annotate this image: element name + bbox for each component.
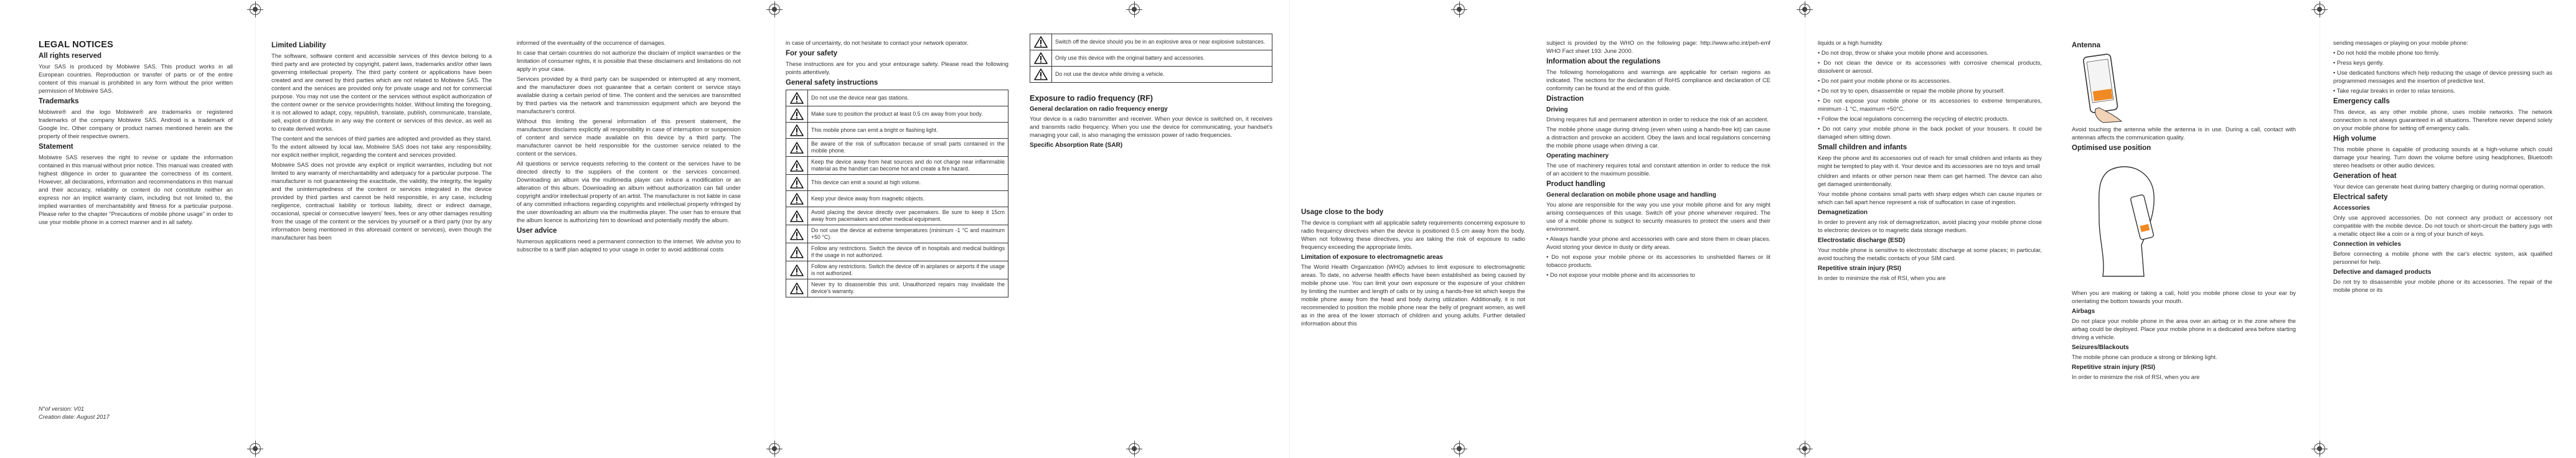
body-usage-column [1301,205,1525,329]
safety-icon-cell [786,261,808,279]
bullet-item: • Do not drop, throw or shake your mobile phone and accessories. [1818,49,1989,56]
registration-mark-icon [250,443,261,454]
safety-instructions-table [786,90,1008,297]
usage-close-body-heading: Usage close to the body [1301,208,1384,216]
safety-instruction-text: Be aware of the risk of suffocation because of small parts contained in the mobile phone. [808,139,1008,157]
safety-instruction-text: Do not use the device while driving a vehicle. [1052,67,1272,83]
warning-triangle-icon [1034,71,1048,77]
regulations-heading: Information about the regulations [1546,58,1661,65]
airbags-heading: Airbags [2072,308,2095,315]
safety-instruction-text: Only use this device with the original battery and accessories. [1052,50,1272,67]
safety-column [786,39,1008,297]
handling-declaration-heading: General declaration on mobile phone usage and handling [1546,192,1716,199]
safety-instruction-text: This device can emit a sound at high volume. [808,175,1008,191]
safety-icon-cell [786,106,808,123]
bullet-item: • Use dedicated functions which help reducing the usage of device pressing such as programmed messages and the insertion of predictive text. [2333,69,2552,84]
paragraph: Driving requires full and permanent attention in order to reduce the risk of an accident. [1546,116,1769,123]
warning-triangle-icon [790,266,804,273]
electrical-safety-heading: Electrical safety [2333,194,2388,201]
registration-mark-icon [769,4,780,15]
safety-icon-cell [786,279,808,297]
paragraph: The device is compliant with all applicable safety requirements concerning exposure to radio frequency directives when the device is positioned 0.5 cm away from the body. When not following these directives, you are taking the risk of exposure to radio frequency exceeding the appropriate limits. [1301,219,1525,250]
safety-icon-cell [786,90,808,106]
safety-row [786,191,1008,207]
defective-products-heading: Defective and damaged products [2333,269,2432,276]
liability-continued-column [517,39,741,255]
warning-triangle-icon [790,162,804,168]
warning-triangle-icon [790,212,804,218]
safety-row [786,123,1008,139]
paragraph: Do not place your mobile phone in the area over an airbag or in the zone where the airbag could be deployed. Place your mobile phone in a dedicated area before starting driving a vehicle. [2072,317,2296,340]
bullet-item: • Press keys gently. [2333,59,2384,66]
safety-row [1030,50,1272,67]
safety-row [1030,34,1272,50]
fold-line [1289,0,1290,458]
bullet-item: • Do not try to open, disassemble or repair the mobile phone by yourself. [1818,87,2005,94]
bullet-item: • Do not clean the device or its accessories with corrosive chemical products, dissolvent or aerosol. [1818,59,2042,74]
warning-triangle-icon [790,248,804,255]
rsi-heading: Repetitive strain injury (RSI) [2072,364,2155,371]
registration-mark-icon [1129,4,1140,15]
safety-row [786,207,1008,225]
paragraph: Mobiwire SAS does not provide any explicit or implicit warranties, including but not limited to any warranty of merchantability and adequacy for a particular purpose. The manufacturer is not guaranteeing the exactitude, the validity, the integrity, the legality and the uninterruptedness of the content or services integrated in the device provided by third parties and cannot be held responsible, in any case, including negligence, contractual liability or tortious liability, direct or indirect damage, occasional, special or consecutive lawyers' fees, fees or any other damages resulting from the usage of the content or the services by yourself or a third party (nor by any information being mentioned in this aforesaid content or services), even though the manufacturer has been [271,161,492,241]
bullet-item: • Do not expose your mobile phone and its accessories to [1546,271,1695,278]
safety-icon-cell [1030,67,1052,83]
trademarks-heading: Trademarks [39,98,79,105]
registration-mark-icon [1454,4,1465,15]
paragraph: The use of machinery requires total and constant attention in order to reduce the risk of an accident to the maximum possible. [1546,162,1770,177]
safety-instruction-text: Make sure to position the product at least 0.5 cm away from your body. [808,106,1008,123]
safety-instruction-text: Avoid placing the device directly over pacemakers. Be sure to keep it 15cm away from pacemakers and other medical equipment. [808,207,1008,225]
demagnetization-heading: Demagnetization [1818,209,1868,216]
limited-liability-column [271,39,492,243]
paragraph: Your device is a radio transmitter and receiver. When your device is switched on, it receives and transmits radio frequency. When you use the device for communicating, your handset's managing your call, is also managing the emission power of radio frequencies. [1030,115,1272,138]
vehicle-connection-heading: Connection in vehicles [2333,241,2401,248]
safety-row [786,261,1008,279]
paragraph: Your mobile phone is sensitive to electrostatic discharge at some places; in particular, avoid touching the metallic contacts of your SIM card. [1818,246,2042,261]
safety-icon-cell [1030,50,1052,67]
seizures-heading: Seizures/Blackouts [2072,344,2129,351]
safety-row [786,157,1008,175]
trademarks-text: Mobiwire® and the logo Mobiwire® are trademarks or registered trademarks of the company Mobiwire SAS. Android is a trademark of Google Inc. Other company or product names mentioned herein are the property of their respective owners. [39,108,233,139]
paragraph: The following homologations and warnings are applicable for certain regions as indicated. The sections for the declaration of RoHS compliance and declaration of CE conformity can be found at the end of this guide. [1546,68,1770,91]
distraction-heading: Distraction [1546,95,1584,103]
product-handling-heading: Product handling [1546,180,1605,188]
antenna-heading: Antenna [2072,42,2100,49]
fold-line [255,0,256,458]
safety-instruction-text: Never try to disassemble this unit. Unauthorized repairs may invalidate the device's warranty. [808,279,1008,297]
high-volume-heading: High volume [2333,135,2377,143]
safety-instruction-text: Do not use the device at extreme temperatures (minimum -1 °C and maximum +50 °C). [808,225,1008,243]
paragraph: You alone are responsible for the way you use your mobile phone and for any might arising consequences of this usage. Switch off your phone whenever required. The use of a mobile phone is subject to security measures to protect the users and their environment. [1546,201,1770,232]
warning-triangle-icon [790,179,804,185]
bullet-item: • Do not expose your mobile phone or its accessories to unshielded flames or lit tobacco products. [1546,253,1770,268]
safety-instruction-text: Keep the device away from heat sources and do not charge near inflammable material as the handset can become hot and create a fire hazard. [808,157,1008,175]
paragraph: sending messages or playing on your mobile phone: [2333,39,2468,46]
bullet-item: • Always handle your phone and accessories with care and store them in clean places. Avoid storing your device in dusty or dirty areas. [1546,235,1770,250]
safety-icon-cell [786,207,808,225]
bullet-item: • Do not carry your mobile phone in the back pocket of your trousers. It could be damaged when sitting down. [1818,125,2042,140]
for-your-safety-heading: For your safety [786,50,838,57]
paragraph: Your device can generate heat during battery charging or during normal operation. [2333,183,2545,190]
paragraph: children and infants or other person near them can get harmed. The device can also get damaged unintentionally. [1818,172,2042,187]
paragraph: Only use approved accessories. Do not connect any product or accessory not compatible with the mobile device. Do not touch or short-circuit the battery jugs with a metallic object like a coin or a ring of your bunch of keys. [2333,214,2552,237]
paragraph: Keep the phone and its accessories out of reach for small children and infants as they might be tempted to play with it. Your device and its accessories are no toys and small [1818,154,2042,169]
phone-ear-illustration [2084,158,2165,283]
fold-line [774,0,775,458]
safety-row [786,243,1008,261]
paragraph: Without this limiting the general information of this present statement, the manufacturer disclaims explicitly all responsibility in case of interruption or suspension of content and service made available on this device by a third party. The manufacturer cannot be held responsible for the customer service related to the content or the services. [517,118,741,157]
limitation-exposure-heading: Limitation of exposure to electromagnetic areas [1301,254,1443,261]
paragraph: This device, as any other mobile phone, uses mobile networks. The network connection is not always guaranteed in all situations. Therefore never depend solely on your mobile phone for setting off emergency calls. [2333,108,2552,131]
safety-row [786,225,1008,243]
version-number: N°of version: V01 [39,405,85,412]
safety-icon-cell [1030,34,1052,50]
safety-instruction-text: Follow any restrictions. Switch the device off in hospitals and medical buildings if the usage in not authorized. [808,243,1008,261]
warning-triangle-icon [790,127,804,133]
paragraph: in case of uncertainty, do not hesitate to contact your network operator. [786,39,969,46]
registration-mark-icon [1799,4,1810,15]
position-figure-area [2072,154,2296,289]
version-info [39,404,233,421]
paragraph: The software, software content and accessible services of this device belong to a third party and are protected by copyright, patent laws, trademarks and/or other laws governing intellectual property. The third party content or applications have been created and are owned by third parties which are not related to Mobiwire SAS. The content and the services are provided only for private usage and not for commercial purpose. You may not use the content or the services without explicit authorization of the content owner or the service provider/rights holder. Without limiting the foregoing, it is not allowed to adapt, copy, republish, translate, publish, communicate, translate, sell, exploit or distribute in any way the content or services of this device, as well as to create derived works. [271,52,492,132]
registration-mark-icon [1799,443,1810,454]
children-heading: Small children and infants [1818,144,1907,151]
rf-exposure-heading: Exposure to radio frequency (RF) [1030,94,1153,103]
statement-text: Mobiwire SAS reserves the right to revise or update the information contained in this manual without prior notice. This manual was created with highest diligence in order to guarantee the correctness of its content. However, all declarations, information and recommendations in this manual and their accuracy, reliability or content do not constitute neither an express nor an implicit warranty claim, including but not limited to, the implied warranties of merchantability and fitness for a particular purpose. Please refer to the chapter "Precautions of mobile phone usage" in order to use your mobile phone in a correct manner and in all safety. [39,154,233,225]
registration-mark-icon [2314,4,2325,15]
paragraph: Avoid touching the antenna while the antenna is in use. During a call, contact with antennas affects the communication quality. [2072,126,2296,141]
bullet-item: • Do not hold the mobile phone too firmly. [2333,49,2440,56]
paragraph: The mobile phone can produce a strong or blinking light. [2072,353,2217,360]
safety-row [786,106,1008,123]
heat-heading: Generation of heat [2333,172,2397,180]
safety-icon-cell [786,123,808,139]
rsi-heading: Repetitive strain injury (RSI) [1818,265,1901,272]
sar-heading: Specific Absorption Rate (SAR) [1030,142,1123,149]
paragraph: These instructions are for you and your entourage safety. Please read the following points attentively. [786,60,1008,75]
creation-date: Creation date: August 2017 [39,413,110,420]
optimised-position-heading: Optimised use position [2072,144,2151,152]
safety-instruction-text: Follow any restrictions. Switch the device off in airplanes or airports if the usage is not authorized. [808,261,1008,279]
accessories-heading: Accessories [2333,205,2370,212]
paragraph: In order to prevent any risk of demagnetization, avoid placing your mobile phone close to electronic devices or to magnetic data storage medium. [1818,218,2042,233]
safety-row [786,139,1008,157]
user-advice-heading: User advice [517,227,557,235]
esd-heading: Electrostatic discharge (ESD) [1818,237,1906,244]
paragraph: Services provided by a third party can be suspended or interrupted at any moment, and the manufacturer does not guarantee that a certain content or service stays available during a certain period of time. The content and the services are transmitted by third parties via the network and transmission equipment which are beyond the manufacturer's control. [517,75,741,115]
paragraph: The World Health Organization (WHO) advises to limit exposure to electromagnetic areas. To date, no adverse health effects have been established as being caused by mobile phone use. You can limit your own exposure or the exposure of your children by limiting the number and length of calls or by using a hands-free kit which keeps the mobile phone away from the head and body during utilization. Additionally, it is not recommended to position the mobile phone near the belly of pregnant women, as well as in the area of the lower stomach of children and young adults. Further detailed information about this [1301,263,1525,327]
safety-row [786,279,1008,297]
registration-mark-icon [1129,443,1140,454]
registration-mark-icon [2314,443,2325,454]
safety-instruction-text: Do not use the device near gas stations. [808,90,1008,106]
warning-triangle-icon [790,230,804,236]
paragraph: When you are making or taking a call, hold you mobile phone close to your ear by orientating the bottom towards your mouth. [2072,289,2296,304]
emergency-calls-heading: Emergency calls [2333,98,2390,105]
safety-icon-cell [786,191,808,207]
statement-heading: Statement [39,143,73,151]
bullet-item: • Do not expose your mobile phone or its accessories to extreme temperatures, minimum -1 °C, maximum +50°C. [1818,97,2042,112]
paragraph: In order to minimize the risk of RSI, when you are [2072,373,2200,380]
registration-mark-icon [769,443,780,454]
bullet-item: liquids or a high humidity. [1818,39,1884,46]
limited-liability-heading: Limited Liability [271,42,326,49]
driving-heading: Driving [1546,106,1568,113]
copyright-text: Your SAS is produced by Mobiwire SAS. This product works in all European countries. Reproduction or transfer of parts or of the entire content of this manual is prohibited in any form without the prior written permission of Mobiwire SAS. [39,63,233,94]
bullet-item: • Follow the local regulations concerning the recycling of electric products. [1818,115,2009,122]
paragraph: Before connecting a mobile phone with the car's electric system, ask qualified personnel for help. [2333,250,2552,265]
phone-antenna-illustration [2078,52,2128,124]
rf-declaration-heading: General declaration on radio frequency energy [1030,106,1168,113]
legal-notices-title: LEGAL NOTICES [39,40,113,50]
general-safety-heading: General safety instructions [786,79,878,86]
safety-instructions-table [1030,34,1272,83]
registration-mark-icon [1454,443,1465,454]
antenna-column [2072,39,2296,383]
warning-triangle-icon [790,95,804,101]
safety-icon-cell [786,139,808,157]
safety-instruction-text: This mobile phone can emit a bright or flashing light. [808,123,1008,139]
paragraph: Numerous applications need a permanent connection to the internet. We advise you to subscribe to a tariff plan adapted to your usage in order to avoid additional costs [517,238,741,253]
warning-triangle-icon [1034,39,1048,45]
regulations-column [1546,39,1770,281]
handling-continued-column [1818,39,2042,284]
warning-triangle-icon [790,284,804,291]
machinery-heading: Operating machinery [1546,152,1609,159]
warning-triangle-icon [1034,55,1048,61]
rf-exposure-column [1030,31,1272,151]
safety-row [1030,67,1272,83]
warning-triangle-icon [790,111,804,117]
paragraph: subject is provided by the WHO on the following page: http://www.who.int/peh-emf WHO Fact sheet 193: June 2000. [1546,39,1770,54]
paragraph: informed of the eventuality of the occurrence of damages. [517,39,666,46]
paragraph: In order to minimize the risk of RSI, when you are [1818,274,1946,281]
paragraph: Your mobile phone contains small parts with sharp edges which can cause injuries or which can fall apart hence represent a risk of suffocation in case of ingestion. [1818,190,2042,205]
safety-instruction-text: Switch off the device should you be in an explosive area or near explosive substances. [1052,34,1272,50]
safety-instruction-text: Keep your device away from magnetic objects. [808,191,1008,207]
bullet-item: • Take regular breaks in order to relax tensions. [2333,87,2455,94]
safety-row [786,90,1008,106]
legal-notices-column [39,37,233,228]
safety-row [786,175,1008,191]
paragraph: The mobile phone usage during driving (even when using a hands-free kit) can cause a distraction and provoke an accident. Obey the laws and local regulations concerning the mobile phone usage when driving a car. [1546,126,1770,149]
paragraph: This mobile phone is capable of producing sounds at a high-volume which could damage your hearing. Turn down the volume before using headphones, Bluetooth stereo headsets or other audio devices. [2333,146,2552,169]
paragraph: Do not try to disassemble your mobile phone or its accessories. The repair of the mobile phone or its [2333,278,2552,293]
paragraph: All questions or service requests referring to the content or the services have to be directed directly to the suppliers of the content or the services concerned. Downloading an album via the multimedia player can induce a modification or an alteration of this album. Downloading an album without authorization can fall under copyright and/or intellectual property of an artist. The manufacturer is not liable in case of any committed infractions regarding copyrights and intellectual property infringed by the user downloading an album via the multimedia player. The user has to ensure that the album licence is authorizing him to download and potentially modify the album. [517,160,741,223]
registration-mark-icon [250,4,261,15]
paragraph: The content and the services of third parties are adopted and provided as they stand. To the extent allowed by local law, Mobiwire SAS does not take any responsibility, nor explicit neither implicit, regarding the content and services provided. [271,135,492,158]
bullet-item: • Do not paint your mobile phone or its accessories. [1818,77,1951,84]
warning-triangle-icon [790,144,804,150]
safety-icon-cell [786,157,808,175]
safety-icon-cell [786,175,808,191]
emergency-column [2333,39,2552,296]
antenna-figure-area [2072,52,2296,125]
all-rights-heading: All rights reserved [39,52,101,60]
paragraph: In case that certain countries do not authorize the disclaim of implicit warranties or the limitation of consumer rights, it is possible that these disclaimers and limitations do not apply in your case. [517,49,741,72]
safety-icon-cell [786,225,808,243]
safety-icon-cell [786,243,808,261]
warning-triangle-icon [790,195,804,202]
